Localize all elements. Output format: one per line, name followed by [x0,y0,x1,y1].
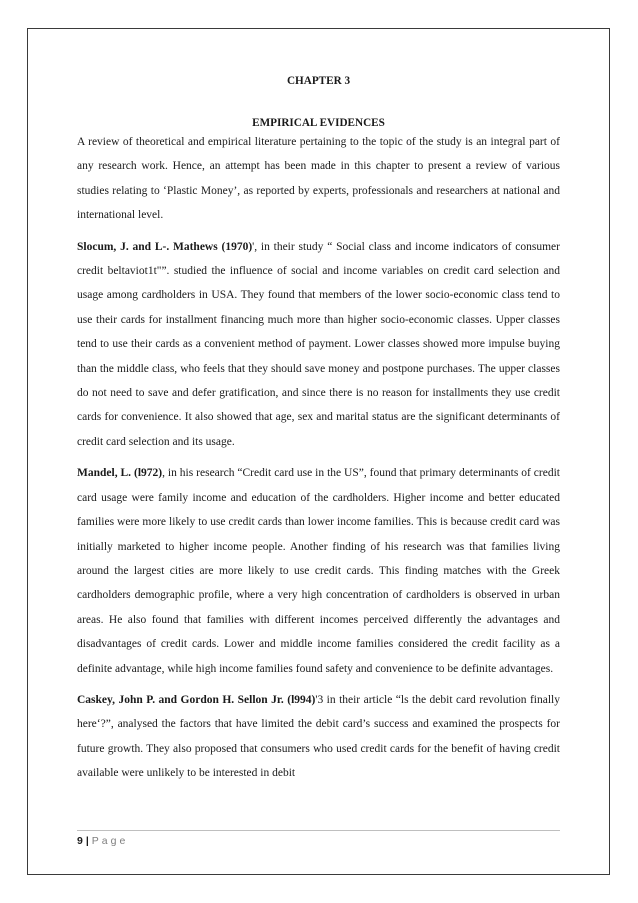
author-citation: Slocum, J. and L-. Mathews (1970) [77,240,253,253]
study-text: , in his research “Credit card use in the US”, found that primary determinants of credit card usage were family income and education of the cardholders. Higher income and better educated families were more likely to use credit cards than lower income families. This is because credit card was initially marketed to higher income people. Another finding of his research was that families living around the largest cities are more likely to use credit cards. This finding matches with the Greek cardholders demographic profile, where a very high concentration of cardholders is observed in urban areas. He also found that families with different incomes perceived differently the advantages and disadvantages of credit cards. Lower and middle income families considered the credit facility as a definite advantage, while high income families found safety and convenience to be definite advantages. [77,467,560,675]
author-citation: Caskey, John P. and Gordon H. Sellon Jr. (l994) [77,693,316,706]
study-text: '3 in their article “ls the debit card revolution finally here‘?”, analysed the factors that have limited the debit card’s success and examined the prospects for future growth. They also proposed that consumers who used credit cards for the benefit of having credit available were unlikely to be interested in debit [77,693,560,780]
intro-paragraph: A review of theoretical and empirical literature pertaining to the topic of the study is an integral part of any research work. Hence, an attempt has been made in this chapter to present a review of various studies relating to ‘Plastic Money’, as reported by experts, professionals and researchers at national and international level. [77,136,560,222]
author-citation: Mandel, L. (l972) [77,467,163,480]
study-text: ', in their study “ Social class and income indicators of consumer credit beltaviot1t"”. studied the influence of social and income variables on credit card selection and usage among cardholders in USA. They found that members of the lower socio-economic class tend to use their cards for installment financing much more than higher socio-economic classes. Upper classes tend to use their cards as a convenient method of payment. Lower classes showed more impulse buying than the middle class, who feels that they should save money and postpone purchases. The upper classes do not need to save and defer gratification, and since there is no reason for installments they use credit cards for convenience. It also showed that age, sex and marital status are the significant determinants of credit card selection and its usage. [77,240,560,448]
document-body [77,70,560,786]
chapter-heading: CHAPTER 3 [286,75,351,87]
section-title: EMPIRICAL EVIDENCES [252,117,385,129]
page-number: 9 [77,835,83,847]
page-label: Page [91,835,129,847]
study-paragraph-caskey [77,688,560,786]
footer-separator: | [85,835,89,847]
page-footer [77,830,560,847]
study-paragraph-mandel [77,461,560,681]
study-paragraph-slocum [77,235,560,455]
